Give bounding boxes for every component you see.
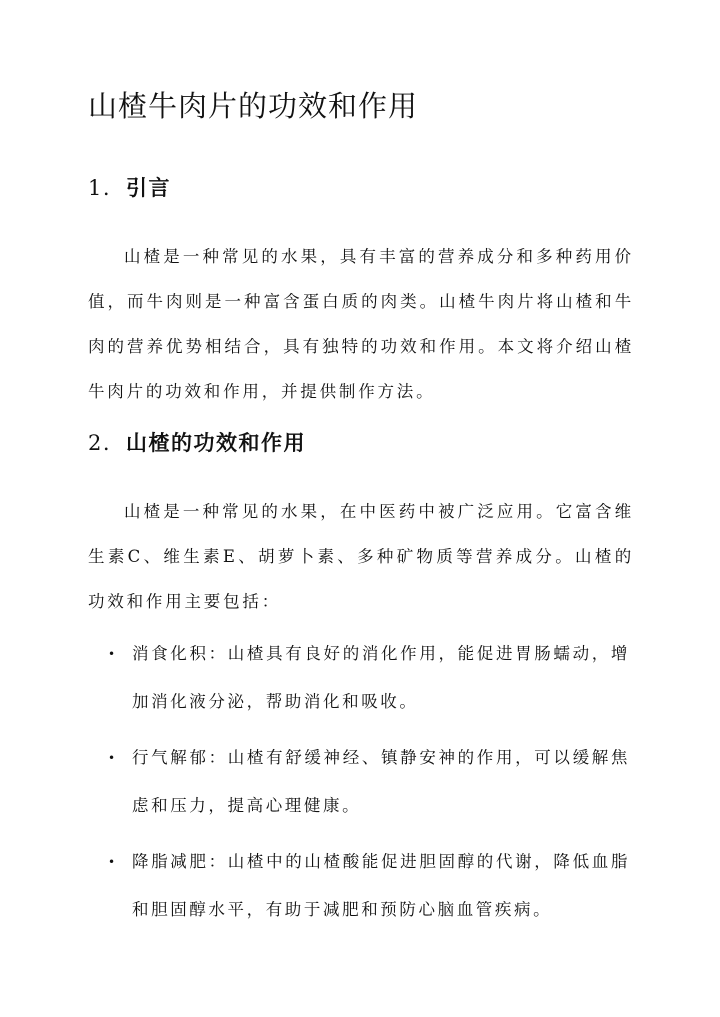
bullet-icon: • [108,751,116,765]
section-heading-hawthorn-benefits [88,428,306,458]
list-item [100,734,630,830]
list-item [100,838,630,934]
list-item-text: 消食化积：山楂具有良好的消化作用，能促进胃肠蠕动，增加消化液分泌，帮助消化和吸收。 [132,644,630,711]
introduction-paragraph: 山楂是一种常见的水果，具有丰富的营养成分和多种药用价值，而牛肉则是一种富含蛋白质的肉类。山楂牛肉片将山楂和牛肉的营养优势相结合，具有独特的功效和作用。本文将介绍山楂牛肉片的功效和作用，并提供制作方法。 [88,247,634,401]
section-number: 1. [88,176,112,200]
list-item-text: 行气解郁：山楂有舒缓神经、镇静安神的作用，可以缓解焦虑和压力，提高心理健康。 [132,748,630,815]
list-item-text: 降脂减肥：山楂中的山楂酸能促进胆固醇的代谢，降低血脂和胆固醇水平，有助于减肥和预防心脑血管疾病。 [132,852,630,919]
section-heading-introduction [88,173,171,203]
document-title: 山楂牛肉片的功效和作用 [88,89,419,123]
section-number: 2. [88,431,112,455]
hawthorn-benefits-paragraph: 山楂是一种常见的水果，在中医药中被广泛应用。它富含维生素C、维生素E、胡萝卜素、多种矿物质等营养成分。山楂的功效和作用主要包括： [88,502,634,611]
bullet-icon: • [108,647,116,661]
section-heading-text: 山楂的功效和作用 [126,430,306,455]
list-item [100,630,630,726]
section-heading-text: 引言 [126,175,171,200]
bullet-icon: • [108,855,116,869]
benefits-list [100,630,630,942]
